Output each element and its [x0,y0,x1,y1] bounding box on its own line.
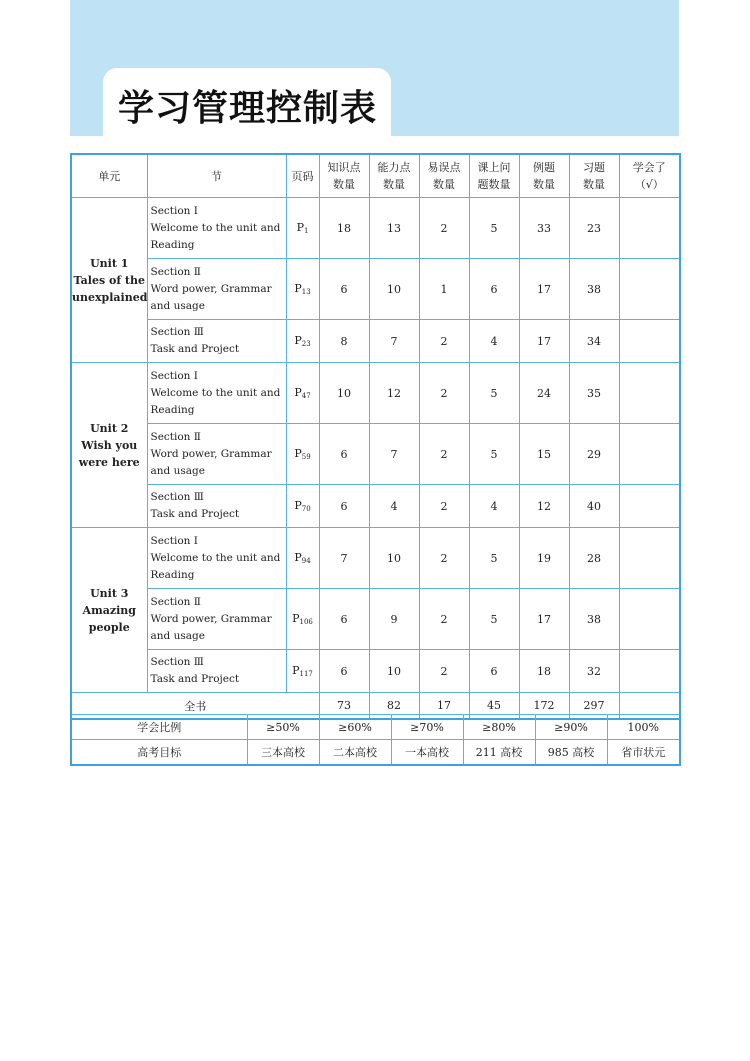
goal-table [70,714,681,766]
section-description: Word power, Grammar and usage [150,612,272,642]
page-prefix: P [294,447,302,460]
section-description: Task and Project [150,508,240,520]
class-question-count: 4 [469,485,519,528]
header-class-questions: 课上问 题数量 [469,154,519,198]
page-title: 学习管理控制表 [118,88,378,129]
exercise-count: 29 [569,424,619,485]
header-knowledge: 知识点 数量 [319,154,369,198]
total-errors: 17 [419,693,469,720]
header-examples: 例题 数量 [519,154,569,198]
section-title: Section Ⅲ [150,656,204,668]
page-subscript: 23 [301,340,311,348]
section-cell [147,424,286,485]
section-title: Section Ⅱ [150,595,201,608]
page-subscript: 13 [301,288,311,296]
page-prefix: P [296,221,304,234]
page-number [286,589,319,650]
knowledge-count: 6 [319,589,369,650]
page-number [286,198,319,259]
page-prefix: P [294,334,302,347]
section-cell [147,259,286,320]
exercise-count: 38 [569,589,619,650]
example-count: 15 [519,424,569,485]
error-count: 2 [419,424,469,485]
ratio-cell: ≥70% [391,715,463,740]
error-count: 2 [419,528,469,589]
knowledge-count: 18 [319,198,369,259]
section-title: Section Ⅰ [150,534,198,547]
error-count: 2 [419,363,469,424]
page-number [286,485,319,528]
knowledge-count: 6 [319,485,369,528]
class-question-count: 6 [469,259,519,320]
page-number [286,424,319,485]
section-cell [147,589,286,650]
ratio-cell: ≥50% [247,715,319,740]
learned-checkbox-cell[interactable] [619,528,680,589]
section-title: Section Ⅰ [150,369,198,382]
table-row [71,589,680,650]
knowledge-count: 7 [319,528,369,589]
total-exercises: 297 [569,693,619,720]
unit-name [71,198,147,363]
header-section: 节 [147,154,286,198]
knowledge-count: 10 [319,363,369,424]
section-cell [147,485,286,528]
example-count: 17 [519,589,569,650]
ability-count: 10 [369,528,419,589]
ability-count: 13 [369,198,419,259]
learned-checkbox-cell[interactable] [619,650,680,693]
ability-count: 10 [369,259,419,320]
page-number [286,650,319,693]
page-subscript: 70 [301,505,311,513]
goal-cell: 一本高校 [391,740,463,766]
unit-title-line: Wish you [81,438,138,452]
ratio-cell: ≥60% [319,715,391,740]
unit-name [71,363,147,528]
goal-row [71,740,680,766]
exercise-count: 35 [569,363,619,424]
unit-number: Unit 2 [90,421,129,435]
error-count: 2 [419,485,469,528]
page-prefix: P [292,664,300,677]
section-title: Section Ⅱ [150,430,201,443]
section-description: Word power, Grammar and usage [150,282,272,312]
header-learned: 学会了 （√） [619,154,680,198]
table-row [71,320,680,363]
learned-checkbox-cell[interactable] [619,363,680,424]
study-management-table [70,153,681,720]
ratio-cell: ≥80% [463,715,535,740]
ratio-label: 学会比例 [71,715,247,740]
page-subscript: 59 [301,453,311,461]
knowledge-count: 6 [319,650,369,693]
exercise-count: 40 [569,485,619,528]
goal-cell: 二本高校 [319,740,391,766]
page-subscript: 106 [299,618,313,626]
ability-count: 10 [369,650,419,693]
page-prefix: P [294,551,302,564]
unit-number: Unit 1 [90,256,129,270]
error-count: 2 [419,650,469,693]
error-count: 1 [419,259,469,320]
example-count: 17 [519,320,569,363]
unit-title-line: people [88,620,130,634]
section-cell [147,320,286,363]
knowledge-count: 8 [319,320,369,363]
unit-title-line: unexplained [72,290,148,304]
page-prefix: P [292,612,300,625]
ratio-row [71,715,680,740]
example-count: 18 [519,650,569,693]
total-examples: 172 [519,693,569,720]
header-page: 页码 [286,154,319,198]
class-question-count: 6 [469,650,519,693]
section-description: Task and Project [150,343,240,355]
page-subscript: 1 [303,227,309,235]
class-question-count: 5 [469,424,519,485]
knowledge-count: 6 [319,424,369,485]
goal-cell: 三本高校 [247,740,319,766]
ability-count: 12 [369,363,419,424]
learned-checkbox-cell[interactable] [619,320,680,363]
unit-title-line: were here [78,455,140,469]
ratio-cell: ≥90% [535,715,607,740]
header-ability: 能力点 数量 [369,154,419,198]
section-cell [147,650,286,693]
table-row [71,485,680,528]
unit-title-line: Amazing [82,603,136,617]
section-description: Task and Project [150,673,240,685]
unit-number: Unit 3 [90,586,129,600]
learned-checkbox-cell[interactable] [619,198,680,259]
table-row [71,363,680,424]
page-number [286,363,319,424]
section-description: Welcome to the unit and Reading [150,386,281,416]
unit-title-line: Tales of the [73,273,145,287]
learned-checkbox-cell[interactable] [619,259,680,320]
page-number [286,528,319,589]
ratio-cell: 100% [607,715,680,740]
table-row [71,424,680,485]
section-title: Section Ⅲ [150,491,204,503]
page-number [286,259,319,320]
total-label: 全书 [71,693,319,720]
exercise-count: 38 [569,259,619,320]
ability-count: 4 [369,485,419,528]
exercise-count: 28 [569,528,619,589]
ability-count: 7 [369,424,419,485]
exercise-count: 32 [569,650,619,693]
page-subscript: 47 [301,392,311,400]
table-header-row [71,154,680,198]
exercise-count: 34 [569,320,619,363]
class-question-count: 5 [469,363,519,424]
example-count: 24 [519,363,569,424]
section-description: Word power, Grammar and usage [150,447,272,477]
section-cell [147,363,286,424]
learned-checkbox-cell[interactable] [619,589,680,650]
table-row [71,528,680,589]
table-row [71,650,680,693]
knowledge-count: 6 [319,259,369,320]
page-prefix: P [294,282,302,295]
example-count: 17 [519,259,569,320]
table-row [71,198,680,259]
page-prefix: P [294,499,302,512]
exercise-count: 23 [569,198,619,259]
page-subscript: 94 [301,557,311,565]
error-count: 2 [419,589,469,650]
header-exercises: 习题 数量 [569,154,619,198]
section-title: Section Ⅲ [150,326,204,338]
learned-checkbox-cell[interactable] [619,424,680,485]
section-description: Welcome to the unit and Reading [150,221,281,251]
ability-count: 9 [369,589,419,650]
page-number [286,320,319,363]
example-count: 12 [519,485,569,528]
goal-cell: 985 高校 [535,740,607,766]
unit-name [71,528,147,693]
goal-cell: 省市状元 [607,740,680,766]
section-description: Welcome to the unit and Reading [150,551,281,581]
goal-label: 高考目标 [71,740,247,766]
table-row [71,259,680,320]
header-unit: 单元 [71,154,147,198]
class-question-count: 5 [469,528,519,589]
total-class-questions: 45 [469,693,519,720]
section-title: Section Ⅰ [150,204,198,217]
class-question-count: 4 [469,320,519,363]
example-count: 19 [519,528,569,589]
class-question-count: 5 [469,198,519,259]
section-title: Section Ⅱ [150,265,201,278]
page-prefix: P [294,386,302,399]
class-question-count: 5 [469,589,519,650]
error-count: 2 [419,198,469,259]
section-cell [147,528,286,589]
learned-checkbox-cell[interactable] [619,485,680,528]
ability-count: 7 [369,320,419,363]
header-errors: 易误点 数量 [419,154,469,198]
total-knowledge: 73 [319,693,369,720]
example-count: 33 [519,198,569,259]
page-subscript: 117 [299,670,313,678]
total-ability: 82 [369,693,419,720]
error-count: 2 [419,320,469,363]
goal-cell: 211 高校 [463,740,535,766]
section-cell [147,198,286,259]
